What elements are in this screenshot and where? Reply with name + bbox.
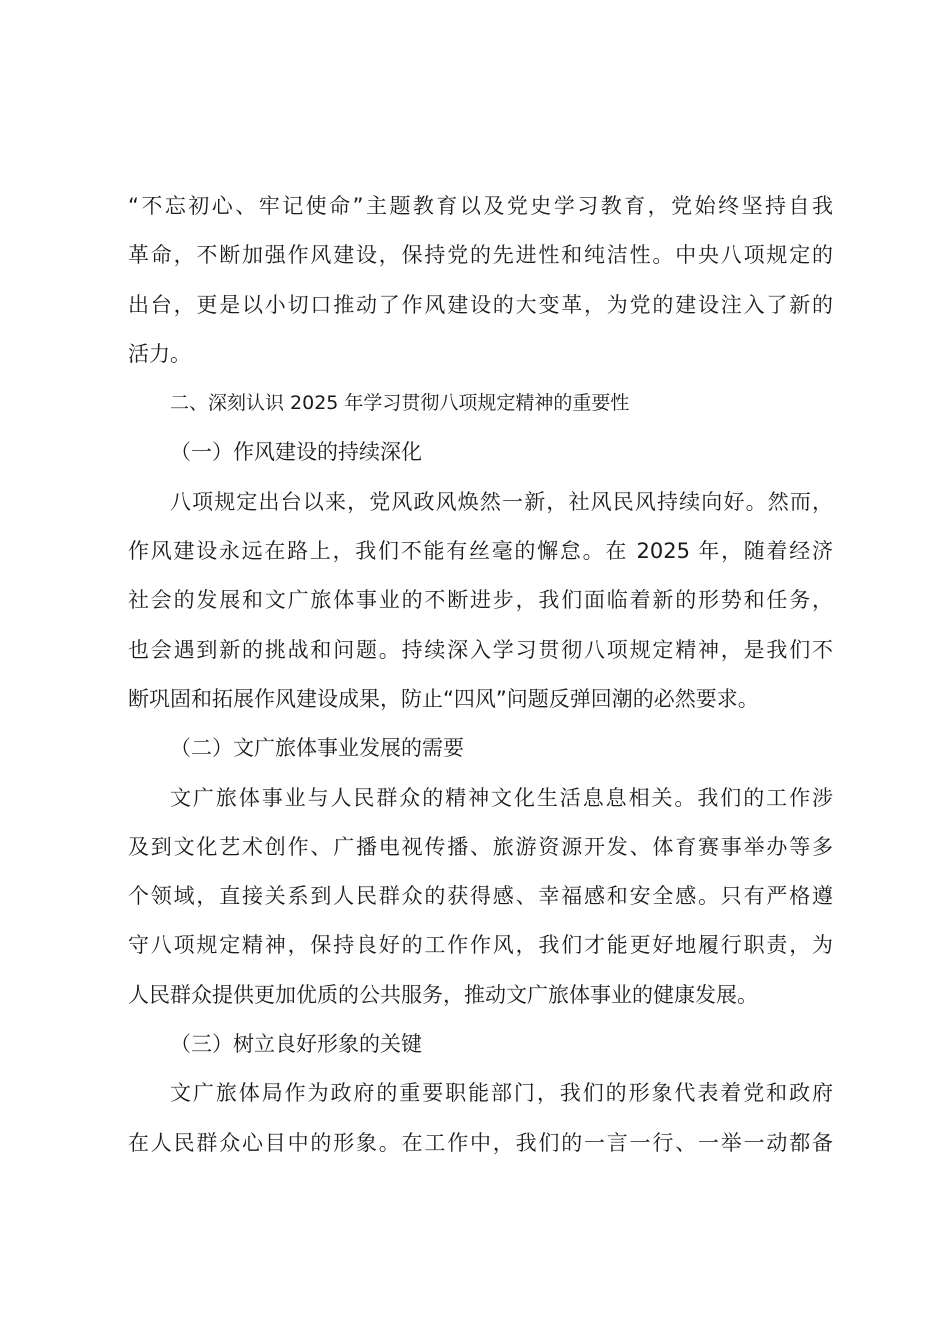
subsection-heading: （二）文广旅体事业发展的需要 bbox=[170, 736, 464, 761]
paragraph-line: 活力。 bbox=[128, 341, 191, 366]
document-body bbox=[128, 182, 833, 1168]
subsection-heading: （一）作风建设的持续深化 bbox=[170, 440, 422, 465]
paragraph-line: 及到文化艺术创作、广播电视传播、旅游资源开发、体育赛事举办等多 bbox=[128, 834, 833, 859]
paragraph-line: 断巩固和拓展作风建设成果，防止“四风”问题反弹回潮的必然要求。 bbox=[128, 686, 759, 711]
paragraph-line: “不忘初心、牢记使命”主题教育以及党史学习教育，党始终坚持自我 bbox=[128, 194, 833, 218]
paragraph-line: 个领域，直接关系到人民群众的获得感、幸福感和安全感。只有严格遵 bbox=[128, 884, 833, 909]
paragraph-line: 革命，不断加强作风建设，保持党的先进性和纯洁性。中央八项规定的 bbox=[128, 243, 833, 268]
paragraph-line: 出台，更是以小切口推动了作风建设的大变革，为党的建设注入了新的 bbox=[128, 292, 833, 317]
paragraph-line: 守八项规定精神，保持良好的工作作风，我们才能更好地履行职责，为 bbox=[128, 933, 833, 958]
paragraph-line: 社会的发展和文广旅体事业的不断进步，我们面临着新的形势和任务， bbox=[128, 588, 833, 613]
subsection-heading: （三）树立良好形象的关键 bbox=[170, 1032, 422, 1057]
paragraph-line: 文广旅体事业与人民群众的精神文化生活息息相关。我们的工作涉 bbox=[170, 785, 833, 810]
paragraph-line: 八项规定出台以来，党风政风焕然一新，社风民风持续向好。然而， bbox=[170, 489, 833, 514]
paragraph-line: 作风建设永远在路上，我们不能有丝毫的懈怠。在 2025 年，随着经济 bbox=[128, 539, 833, 564]
paragraph-line: 文广旅体局作为政府的重要职能部门，我们的形象代表着党和政府 bbox=[170, 1081, 833, 1106]
paragraph-line: 人民群众提供更加优质的公共服务，推动文广旅体事业的健康发展。 bbox=[128, 982, 758, 1007]
section-heading: 二、深刻认识 2025 年学习贯彻八项规定精神的重要性 bbox=[170, 392, 630, 415]
paragraph-line: 在人民群众心目中的形象。在工作中，我们的一言一行、一举一动都备 bbox=[128, 1130, 833, 1155]
paragraph-line: 也会遇到新的挑战和问题。持续深入学习贯彻八项规定精神，是我们不 bbox=[128, 637, 833, 662]
